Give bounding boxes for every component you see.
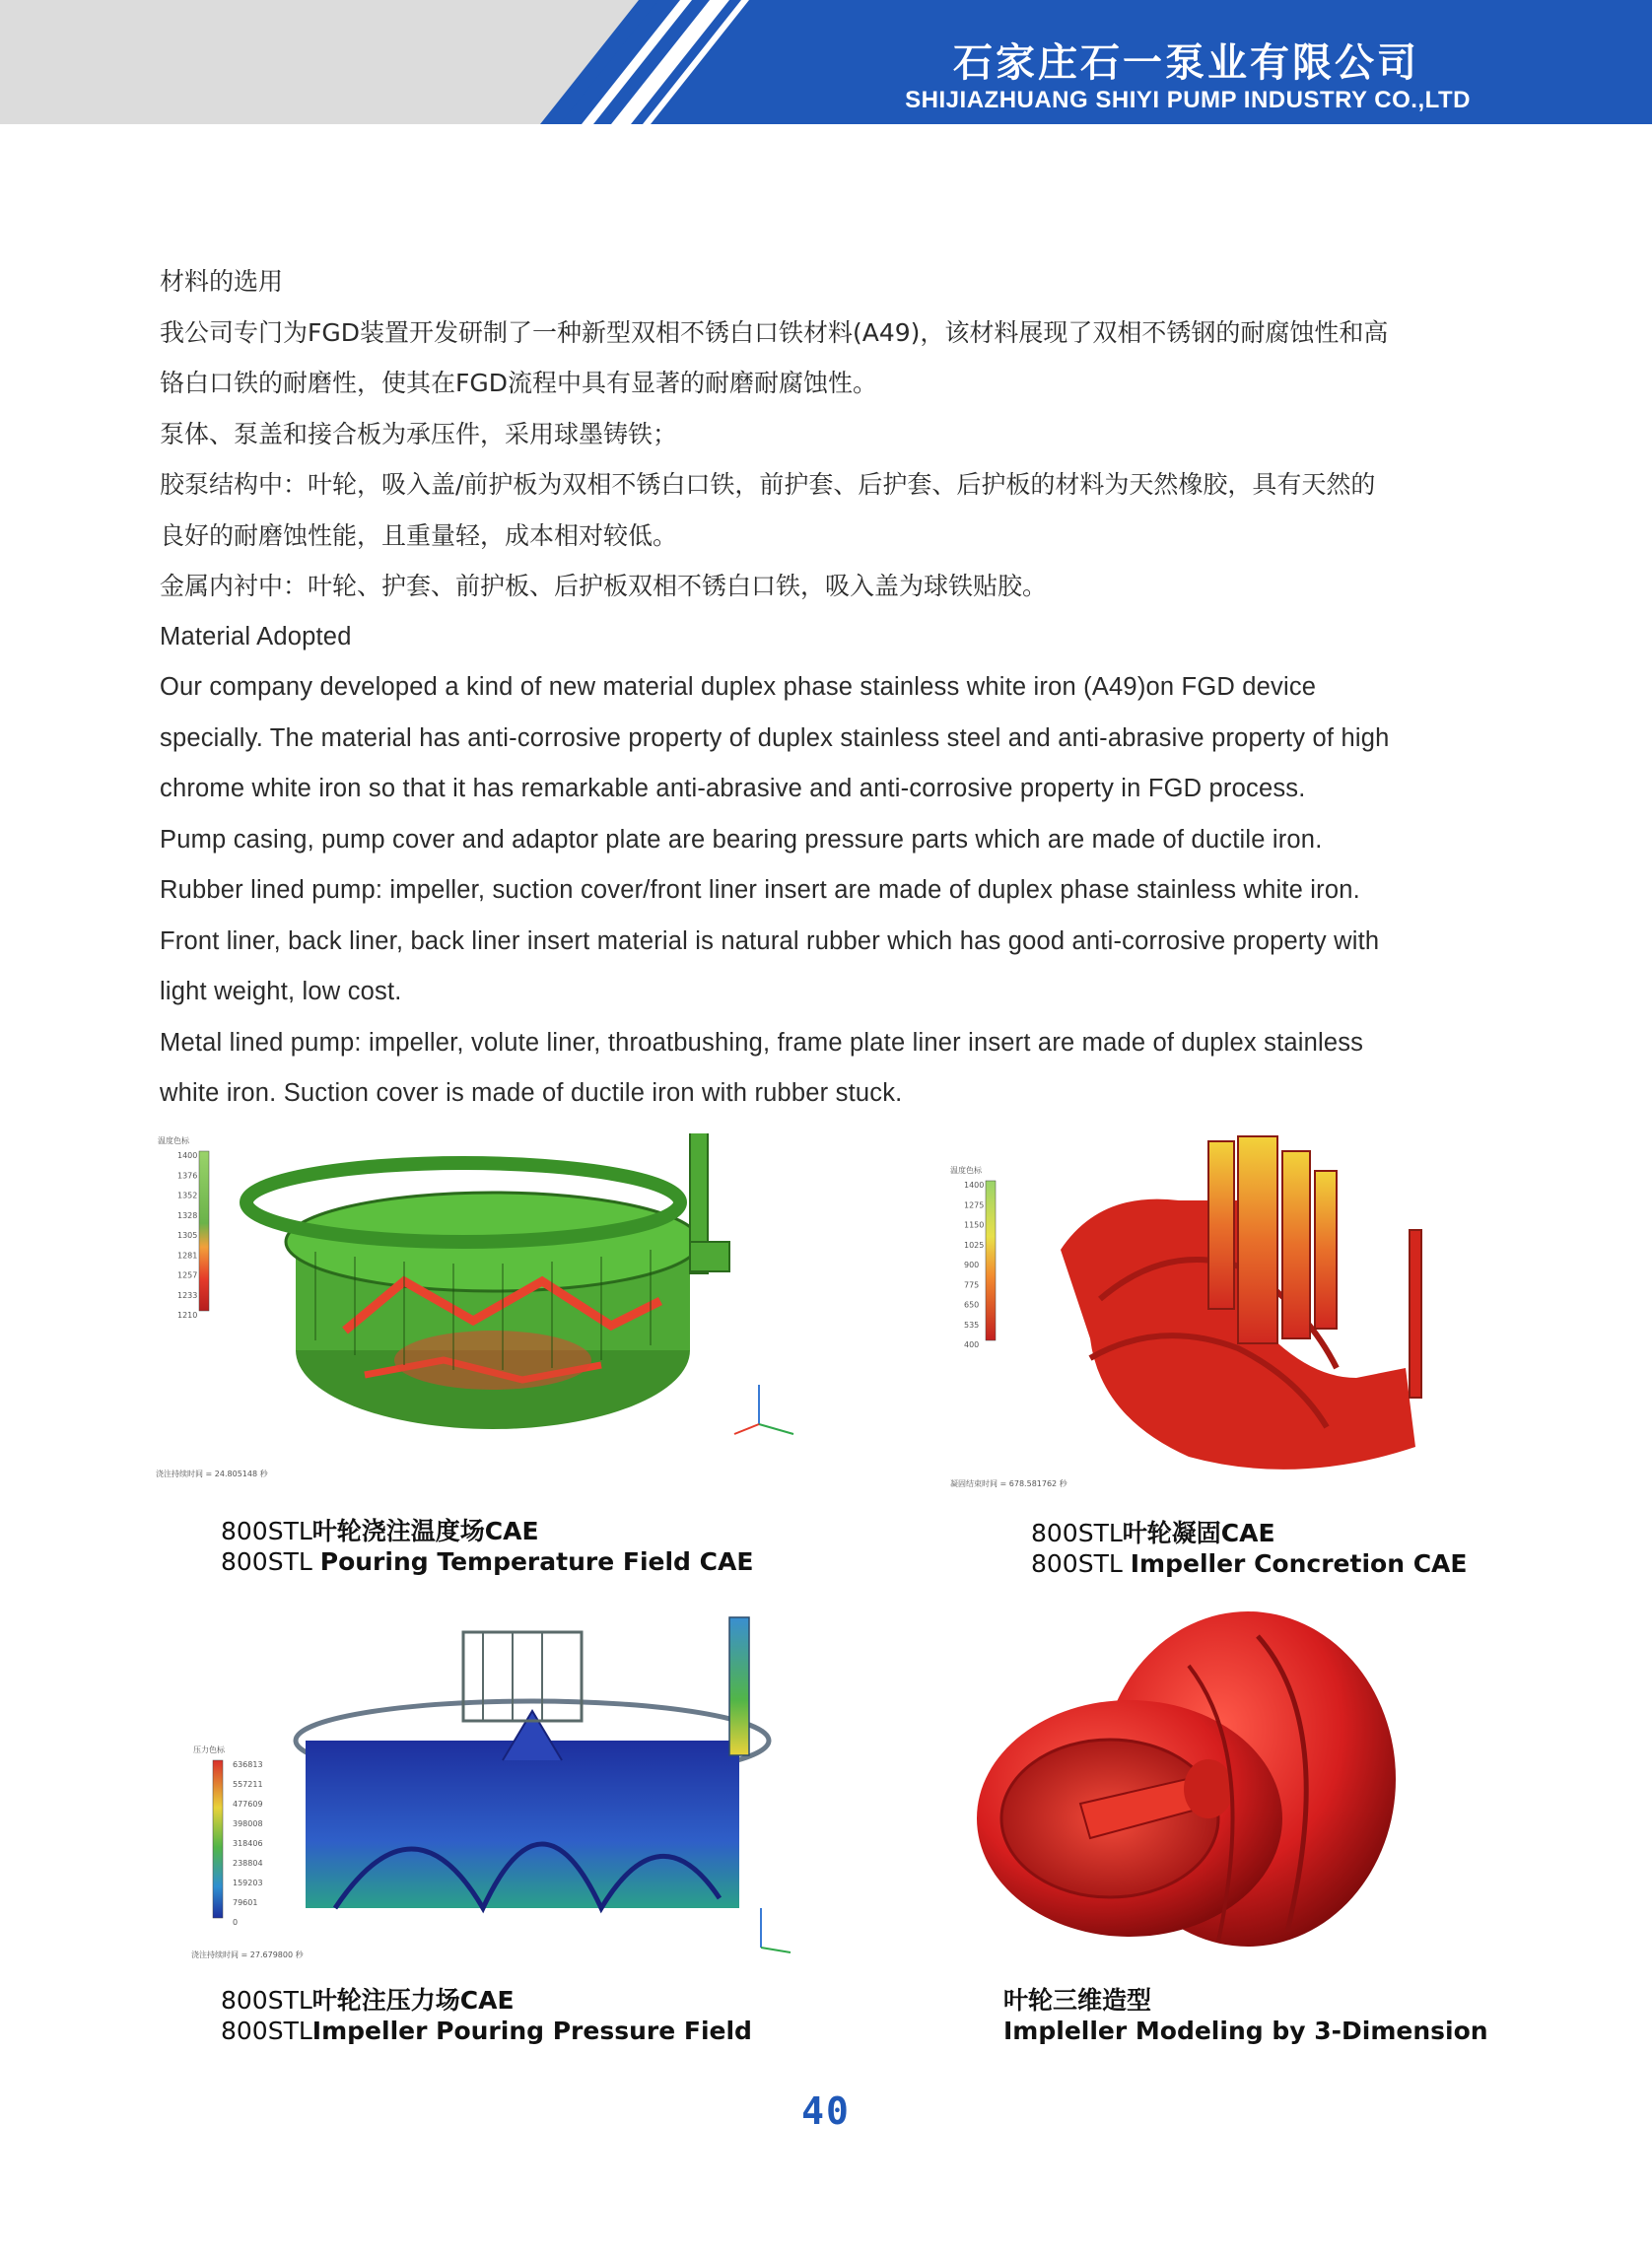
scale-tick-label: 477609 [233,1800,263,1809]
figure-concretion [942,1131,1494,1496]
scale-tick-label: 557211 [233,1780,263,1789]
paragraph-line: Metal lined pump: impeller, volute liner, throatbushing, frame plate liner insert are made of duplex stainless [160,1028,1364,1057]
scale-tick-label: 1305 [177,1231,198,1240]
scale-tick-label: 1233 [177,1290,198,1300]
scale-tick-label: 775 [964,1280,980,1290]
paragraph-line: Pump casing, pump cover and adaptor plate are bearing pressure parts which are made of ductile iron. [160,825,1323,854]
temperature-field-render [148,1133,818,1488]
paragraph-line: Our company developed a kind of new material duplex phase stainless white iron (A49)on FGD device [160,673,1317,701]
scale-tick-label: 535 [964,1320,980,1330]
caption-cn: 叶轮注压力场CAE [311,1986,515,2015]
page-number: 40 [801,2089,851,2133]
caption-cn: 叶轮三维造型 [1003,1986,1152,2015]
caption-prefix: 800STL [1031,1519,1123,1547]
heading-cn: 材料的选用 [160,267,284,296]
scale-tick-label: 1400 [964,1181,985,1190]
paragraph-line: 金属内衬中：叶轮、护套、前护板、后护板双相不锈白口铁，吸入盖为球铁贴胶。 [160,572,1048,600]
scale-tick-label: 636813 [233,1760,263,1769]
caption-concretion [1031,1518,1467,1579]
scale-tick-label: 1257 [177,1270,198,1280]
material-description [160,256,1510,1120]
scale-tick-label: 1281 [177,1251,198,1261]
paragraph-line: Rubber lined pump: impeller, suction cover/front liner insert are made of duplex phase stainless white iron. [160,876,1360,904]
caption-pressure-field [221,1985,752,2046]
scale-tick-label: 318406 [233,1839,263,1848]
caption-3d-model [1003,1985,1488,2046]
caption-cn: 叶轮浇注温度场CAE [311,1517,539,1545]
scale-title: 温度色标 [158,1136,189,1145]
scale-footer: 浇注持续时间 = 27.679800 秒 [191,1950,304,1959]
scale-tick-label: 1275 [964,1200,985,1210]
caption-en: Pouring Temperature Field CAE [319,1547,754,1576]
caption-prefix: 800STL [1031,1549,1123,1578]
scale-tick-label: 0 [233,1918,239,1927]
scale-tick-label: 79601 [233,1898,258,1907]
scale-title: 压力色标 [193,1745,225,1754]
scale-tick-label: 400 [964,1340,980,1349]
scale-tick-label: 1328 [177,1210,198,1220]
paragraph-line: 铬白口铁的耐磨性，使其在FGD流程中具有显著的耐磨耐腐蚀性。 [160,369,878,397]
paragraph-line: chrome white iron so that it has remarkable anti-abrasive and anti-corrosive property in FGD process. [160,775,1306,802]
caption-prefix: 800STL [221,2017,312,2045]
figure-3d-model [962,1607,1435,1971]
scale-tick-label: 650 [964,1300,980,1310]
caption-en: Impleller Modeling by 3-Dimension [1003,2017,1488,2045]
paragraph-line: Front liner, back liner, back liner insert material is natural rubber which has good anti-corrosive property with [160,926,1380,955]
scale-footer: 浇注持续时间 = 24.805148 秒 [156,1470,268,1478]
impeller-3d-render [962,1607,1435,1971]
caption-en: Impeller Concretion CAE [1130,1549,1468,1578]
caption-prefix: 800STL [221,1986,312,2015]
caption-en: Impeller Pouring Pressure Field [311,2017,752,2045]
company-name-en: SHIJIAZHUANG SHIYI PUMP INDUSTRY CO.,LTD [905,87,1471,113]
page-header [0,0,1652,124]
paragraph-line: 泵体、泵盖和接合板为承压件，采用球墨铸铁； [160,419,678,448]
scale-tick-label: 159203 [233,1879,263,1887]
concretion-render [942,1131,1494,1496]
figure-pressure-field [187,1612,818,1967]
paragraph-line: white iron. Suction cover is made of ductile iron with rubber stuck. [160,1079,903,1107]
paragraph-line: specially. The material has anti-corrosive property of duplex stainless steel and anti-abrasive property of high [160,723,1390,752]
scale-tick-label: 900 [964,1261,980,1269]
company-name-cn: 石家庄石一泵业有限公司 [953,39,1419,86]
scale-title: 温度色标 [950,1166,982,1175]
paragraph-line: 良好的耐磨蚀性能，且重量轻，成本相对较低。 [160,520,678,550]
scale-tick-label: 1352 [177,1191,198,1200]
scale-tick-label: 398008 [233,1819,263,1828]
caption-cn: 叶轮凝固CAE [1122,1519,1275,1547]
paragraph-line: 我公司专门为FGD装置开发研制了一种新型双相不锈白口铁材料(A49)，该材料展现了双相不锈钢的耐腐蚀性和高 [160,317,1389,347]
scale-tick-label: 1376 [177,1171,198,1181]
scale-tick-label: 1150 [964,1220,985,1230]
pressure-field-render [187,1612,818,1967]
scale-tick-label: 1400 [177,1151,198,1160]
scale-footer: 凝固结束时间 = 678.581762 秒 [950,1479,1067,1488]
paragraph-line: 胶泵结构中：叶轮，吸入盖/前护板为双相不锈白口铁，前护套、后护套、后护板的材料为天然橡胶，具有天然的 [160,470,1376,499]
scale-tick-label: 1025 [964,1240,985,1250]
caption-prefix: 800STL [221,1517,312,1545]
caption-temperature-field [221,1516,753,1577]
caption-prefix: 800STL [221,1547,312,1576]
heading-en: Material Adopted [160,622,352,650]
paragraph-line: light weight, low cost. [160,978,402,1005]
scale-tick-label: 1210 [177,1311,198,1320]
figure-temperature-field [148,1133,818,1488]
scale-tick-label: 238804 [233,1859,263,1868]
